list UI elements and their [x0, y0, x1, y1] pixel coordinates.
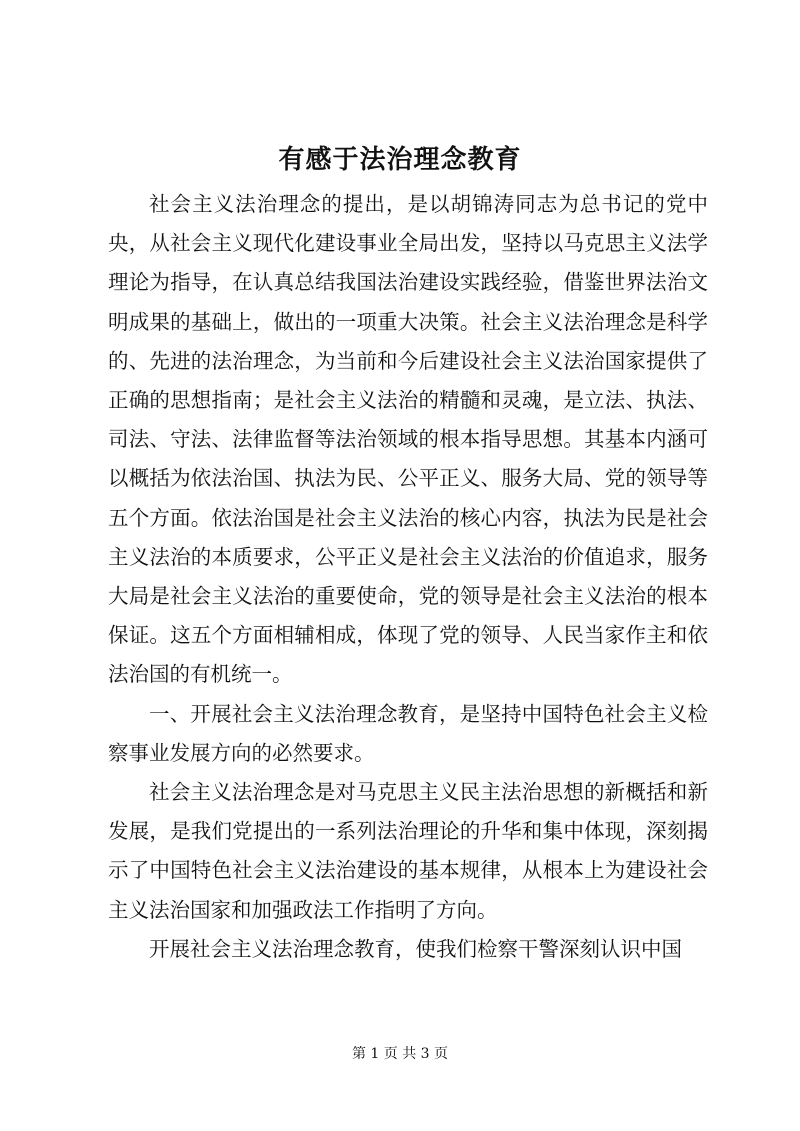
- paragraph-1: 社会主义法治理念的提出，是以胡锦涛同志为总书记的党中央，从社会主义现代化建设事业全局出发，坚持以马克思主义法学理论为指导，在认真总结我国法治建设实践经验，借鉴世界法治文明成果的基础上，做出的一项重大决策。社会主义法治理念是科学的、先进的法治理念，为当前和今后建设社会主义法治国家提供了正确的思想指南；是社会主义法治的精髓和灵魂，是立法、执法、司法、守法、法律监督等法治领域的根本指导思想。其基本内涵可以概括为依法治国、执法为民、公平正义、服务大局、党的领导等五个方面。依法治国是社会主义法治的核心内容，执法为民是社会主义法治的本质要求，公平正义是社会主义法治的价值追求，服务大局是社会主义法治的重要使命，党的领导是社会主义法治的根本保证。这五个方面相辅相成，体现了党的领导、人民当家作主和依法治国的有机统一。: [108, 192, 708, 687]
- document-title: 有感于法治理念教育: [278, 145, 522, 175]
- paragraph-2: 一、开展社会主义法治理念教育，是坚持中国特色社会主义检察事业发展方向的必然要求。: [108, 701, 708, 765]
- page-number-footer: 第 1 页 共 3 页: [351, 1046, 449, 1062]
- document-body: [108, 185, 708, 969]
- paragraph-3: 社会主义法治理念是对马克思主义民主法治思想的新概括和新发展，是我们党提出的一系列法治理论的升华和集中体现，深刻揭示了中国特色社会主义法治建设的基本规律，从根本上为建设社会主义法治国家和加强政法工作指明了方向。: [108, 780, 708, 922]
- paragraph-4: 开展社会主义法治理念教育，使我们检察干警深刻认识中国: [149, 936, 682, 961]
